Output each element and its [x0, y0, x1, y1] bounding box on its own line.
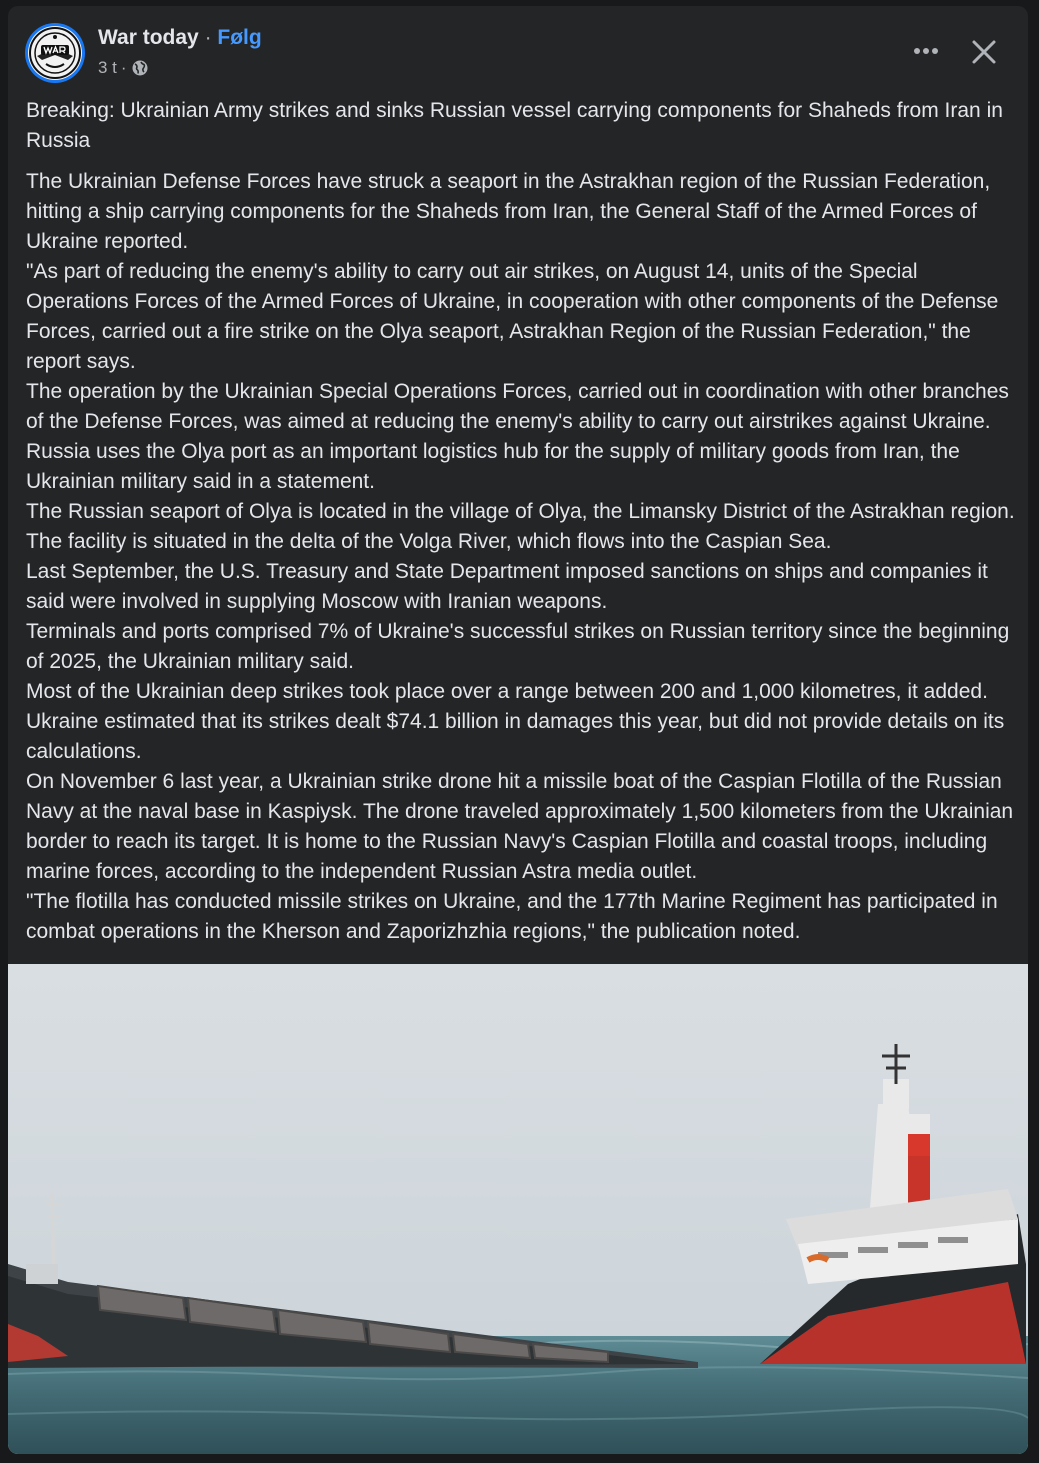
author-name[interactable]: War today [98, 26, 199, 49]
post-photo[interactable] [8, 964, 1028, 1454]
post-timestamp[interactable]: 3 t [98, 58, 117, 77]
globe-icon[interactable] [131, 59, 149, 77]
author-avatar[interactable] [25, 23, 85, 83]
post-paragraph: The Ukrainian Defense Forces have struck a seaport in the Astrakhan region of the Russian Federation, hitting a ship carrying components for the Shaheds from Iran, the General Staff of the Armed Forces of Ukraine reported. [26, 170, 991, 253]
post-paragraph: Last September, the U.S. Treasury and State Department imposed sanctions on ships and companies it said were involved in supplying Moscow with Iranian weapons. [26, 560, 988, 613]
close-button[interactable] [966, 34, 1002, 70]
post-paragraph: The operation by the Ukrainian Special Operations Forces, carried out in coordination with other branches of the Defense Forces, was aimed at reducing the enemy's ability to carry out airstrikes against Ukraine. Russia uses the Olya port as an important logistics hub for the supply of military goods from Iran, the Ukrainian military said in a statement. [26, 380, 1009, 493]
post-paragraph: Most of the Ukrainian deep strikes took place over a range between 200 and 1,000 kilometres, it added. Ukraine estimated that its strikes dealt $74.1 billion in damages this year, but did not provide details on its calculations. [26, 680, 1005, 763]
post-headline: Breaking: Ukrainian Army strikes and sinks Russian vessel carrying components for Shaheds from Iran in Russia [26, 99, 1003, 152]
post-header [8, 6, 1028, 96]
close-icon [966, 34, 1002, 70]
post-card [8, 6, 1028, 1454]
name-separator: · [198, 26, 218, 49]
post-paragraph: Terminals and ports comprised 7% of Ukraine's successful strikes on Russian territory since the beginning of 2025, the Ukrainian military said. [26, 620, 1010, 673]
post-paragraph: "The flotilla has conducted missile strikes on Ukraine, and the 177th Marine Regiment has participated in combat operations in the Kherson and Zaporizhzhia regions," the publication noted. [26, 890, 998, 943]
post-text [26, 96, 1016, 947]
follow-button[interactable]: Følg [217, 26, 262, 49]
more-options-button[interactable] [906, 36, 946, 66]
sinking-ship-photo [8, 964, 1028, 1454]
more-horizontal-icon [906, 36, 946, 66]
meta-separator: · [120, 58, 127, 77]
war-logo-icon [28, 26, 82, 80]
post-meta [98, 58, 149, 78]
post-paragraph: On November 6 last year, a Ukrainian strike drone hit a missile boat of the Caspian Flotilla of the Russian Navy at the naval base in Kaspiysk. The drone traveled approximately 1,500 kilometers from the Ukrainian border to reach its target. It is home to the Russian Navy's Caspian Flotilla and coastal troops, including marine forces, according to the independent Russian Astra media outlet. [26, 770, 1014, 883]
post-paragraph: The Russian seaport of Olya is located in the village of Olya, the Limansky District of the Astrakhan region. The facility is situated in the delta of the Volga River, which flows into the Caspian Sea. [26, 500, 1015, 553]
post-paragraph: "As part of reducing the enemy's ability to carry out air strikes, on August 14, units of the Special Operations Forces of the Armed Forces of Ukraine, in cooperation with other components of the Defense Forces, carried out a fire strike on the Olya seaport, Astrakhan Region of the Russian Federation," the report says. [26, 260, 999, 373]
author-line [98, 26, 262, 50]
